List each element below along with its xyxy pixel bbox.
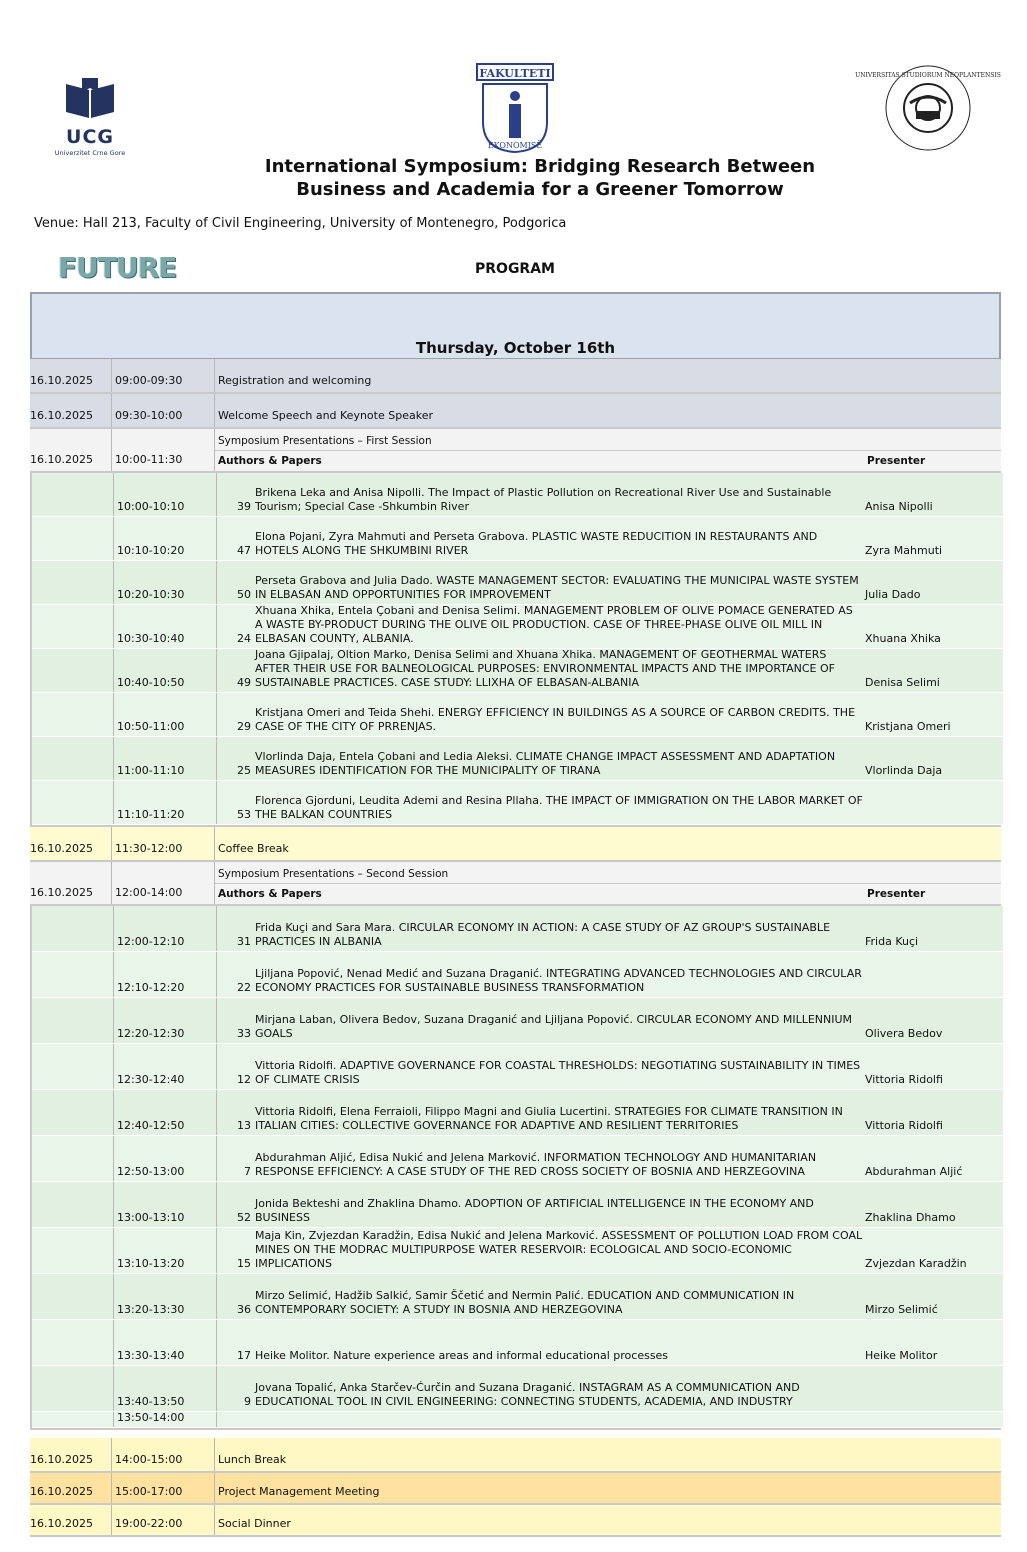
venue-text: Venue: Hall 213, Faculty of Civil Engineering, University of Montenegro, Podgorica	[34, 216, 567, 231]
paper-row: 13:00-13:10 52 Jonida Bekteshi and Zhaklina Dhamo. ADOPTION OF ARTIFICIAL INTELLIGENCE IN THE ECONOMY AND BUSINESS Zhaklina Dhamo	[32, 1182, 1003, 1228]
col-authors-papers: Authors & Papers	[218, 888, 322, 900]
fek-top-text: FAKULTETI	[479, 67, 551, 80]
event-row-welcome: 16.10.2025 09:30-10:00 Welcome Speech and Keynote Speaker	[30, 394, 1001, 429]
event-row-registration: 16.10.2025 09:00-09:30 Registration and welcoming	[30, 359, 1001, 394]
ucg-subtitle: Univerzitet Crne Gore	[54, 149, 126, 157]
paper-row: 12:10-12:20 22 Ljiljana Popović, Nenad Medić and Suzana Draganić. INTEGRATING ADVANCED TECHNOLOGIES AND CIRCULAR ECONOMY PRACTICES FOR SUSTAINABLE BUSINESS TRANSFORMATION	[32, 952, 1003, 998]
paper-row: 13:20-13:30 36 Mirzo Selimić, Hadžib Salkić, Samir Ščetić and Nermin Palić. EDUCATION AND COMMUNICATION IN CONTEMPORARY SOCIETY: A STUDY IN BOSNIA AND HERZEGOVINA Mirzo Selimić	[32, 1274, 1003, 1320]
ucg-name: UCG	[66, 126, 114, 148]
paper-row: 10:50-11:00 29 Kristjana Omeri and Teida Shehi. ENERGY EFFICIENCY IN BUILDINGS AS A SOURCE OF CARBON CREDITS. THE CASE OF THE CITY OF PRRENJAS. Kristjana Omeri	[32, 693, 1003, 737]
event-row-project-meeting: 16.10.2025 15:00-17:00 Project Management Meeting	[30, 1473, 1001, 1505]
symposium-title: International Symposium: Bridging Research Between Business and Academia for a Greener Tomorrow	[264, 156, 816, 200]
session-header-second: 16.10.2025 12:00-14:00 Symposium Presentations – Second Session Authors & Papers Presenter	[30, 862, 1001, 906]
session-title: Symposium Presentations – First Session	[215, 429, 1001, 451]
paper-row: 10:30-10:40 24 Xhuana Xhika, Entela Çobani and Denisa Selimi. MANAGEMENT PROBLEM OF OLIVE POMACE GENERATED AS A WASTE BY-PRODUCT DURING THE OLIVE OIL PRODUCTION. CASE OF THREE-PHASE OLIVE OIL MILL IN ELBASAN COUNTY, ALBANIA. Xhuana Xhika	[32, 605, 1003, 649]
session-header-first: 16.10.2025 10:00-11:30 Symposium Presentations – First Session Authors & Papers Presenter	[30, 429, 1001, 473]
col-presenter: Presenter	[867, 888, 926, 900]
university-novi-sad-seal	[855, 63, 1001, 153]
paper-row: 13:30-13:40 17 Heike Molitor. Nature experience areas and informal educational processes Heike Molitor	[32, 1320, 1003, 1366]
paper-row: 12:00-12:10 31 Frida Kuçi and Sara Mara. CIRCULAR ECONOMY IN ACTION: A CASE STUDY OF AZ GROUP'S SUSTAINABLE PRACTICES IN ALBANIA Frida Kuçi	[32, 906, 1003, 952]
future-logo: FUTURE	[58, 251, 177, 284]
ucg-logo	[45, 78, 135, 157]
paper-row: 10:10-10:20 47 Elona Pojani, Zyra Mahmuti and Perseta Grabova. PLASTIC WASTE REDUCITION IN RESTAURANTS AND HOTELS ALONG THE SHKUMBINI RIVER Zyra Mahmuti	[32, 517, 1003, 561]
paper-row: 12:40-12:50 13 Vittoria Ridolfi, Elena Ferraioli, Filippo Magni and Giulia Lucertini. STRATEGIES FOR CLIMATE TRANSITION IN ITALIAN CITIES: COLLECTIVE GOVERNANCE FOR ADAPTIVE AND RESILIENT TERRITORIES Vittoria Ridolfi	[32, 1090, 1003, 1136]
paper-row: 10:00-10:10 39 Brikena Leka and Anisa Nipolli. The Impact of Plastic Pollution on Recreational River Use and Sustainable Tourism; Special Case -Shkumbin River Anisa Nipolli	[32, 473, 1003, 517]
paper-row: 10:20-10:30 50 Perseta Grabova and Julia Dado. WASTE MANAGEMENT SECTOR: EVALUATING THE MUNICIPAL WASTE SYSTEM IN ELBASAN AND OPPORTUNITIES FOR IMPROVEMENT Julia Dado	[32, 561, 1003, 605]
paper-row: 11:10-11:20 53 Florenca Gjorduni, Leudita Ademi and Resina Pllaha. THE IMPACT OF IMMIGRATION ON THE LABOR MARKET OF THE BALKAN COUNTRIES	[32, 781, 1003, 825]
paper-row-extra: 13:50-14:00	[32, 1412, 1003, 1428]
schedule-table	[30, 359, 1001, 1537]
book-icon	[64, 78, 116, 120]
day-header	[30, 292, 1001, 360]
paper-row: 13:10-13:20 15 Maja Kin, Zvjezdan Karadžin, Edisa Nukić and Jelena Marković. ASSESSMENT OF POLLUTION LOAD FROM COAL MINES ON THE MODRAC MULTIPURPOSE WATER RESERVOIR: ECOLOGICAL AND SOCIO-ECONOMIC IMPLICATIONS Zvjezdan Karadžin	[32, 1228, 1003, 1274]
session1-papers	[30, 473, 1001, 827]
paper-row: 12:30-12:40 12 Vittoria Ridolfi. ADAPTIVE GOVERNANCE FOR COASTAL THRESHOLDS: NEGOTIATING SUSTAINABILITY IN TIMES OF CLIMATE CRISIS Vittoria Ridolfi	[32, 1044, 1003, 1090]
session-title: Symposium Presentations – Second Session	[215, 862, 1001, 884]
fek-arc-text: EKONOMISË	[487, 141, 543, 150]
paper-row: 11:00-11:10 25 Vlorlinda Daja, Entela Çobani and Ledia Aleksi. CLIMATE CHANGE IMPACT ASSESSMENT AND ADAPTATION MEASURES IDENTIFICATION FOR THE MUNICIPALITY OF TIRANA Vlorlinda Daja	[32, 737, 1003, 781]
paper-row: 10:40-10:50 49 Joana Gjipalaj, Oltion Marko, Denisa Selimi and Xhuana Xhika. MANAGEMENT OF GEOTHERMAL WATERS AFTER THEIR USE FOR BALNEOLOGICAL PURPOSES: ENVIRONMENTAL IMPACTS AND THE IMPORTANCE OF SUSTAINABLE PRACTICES. CASE STUDY: LLIXHA OF ELBASAN-ALBANIA Denisa Selimi	[32, 649, 1003, 693]
event-row-lunch: 16.10.2025 14:00-15:00 Lunch Break	[30, 1438, 1001, 1473]
paper-row: 12:50-13:00 7 Abdurahman Aljić, Edisa Nukić and Jelena Marković. INFORMATION TECHNOLOGY AND HUMANITARIAN RESPONSE EFFICIENCY: A CASE STUDY OF THE RED CROSS SOCIETY OF BOSNIA AND HERZEGOVINA Abdurahman Aljić	[32, 1136, 1003, 1182]
session2-papers	[30, 906, 1001, 1430]
col-authors-papers: Authors & Papers	[218, 455, 322, 467]
program-label: PROGRAM	[475, 261, 555, 277]
day-title: Thursday, October 16th	[415, 339, 616, 357]
col-presenter: Presenter	[867, 455, 926, 467]
paper-row: 12:20-12:30 33 Mirjana Laban, Olivera Bedov, Suzana Draganić and Ljiljana Popović. CIRCULAR ECONOMY AND MILLENNIUM GOALS Olivera Bedov	[32, 998, 1003, 1044]
event-row-social-dinner: 16.10.2025 19:00-22:00 Social Dinner	[30, 1505, 1001, 1537]
faculty-economics-logo	[475, 62, 555, 158]
paper-row: 13:40-13:50 9 Jovana Topalić, Anka Starčev-Ćurčin and Suzana Draganić. INSTAGRAM AS A COMMUNICATION AND EDUCATIONAL TOOL IN CIVIL ENGINEERING: CONNECTING STUDENTS, ACADEMIA, AND INDUSTRY	[32, 1366, 1003, 1412]
event-row-coffee: 16.10.2025 11:30-12:00 Coffee Break	[30, 827, 1001, 862]
seal-text: UNIVERSITAS STUDIORUM NEOPLANTENSIS	[855, 72, 1001, 79]
